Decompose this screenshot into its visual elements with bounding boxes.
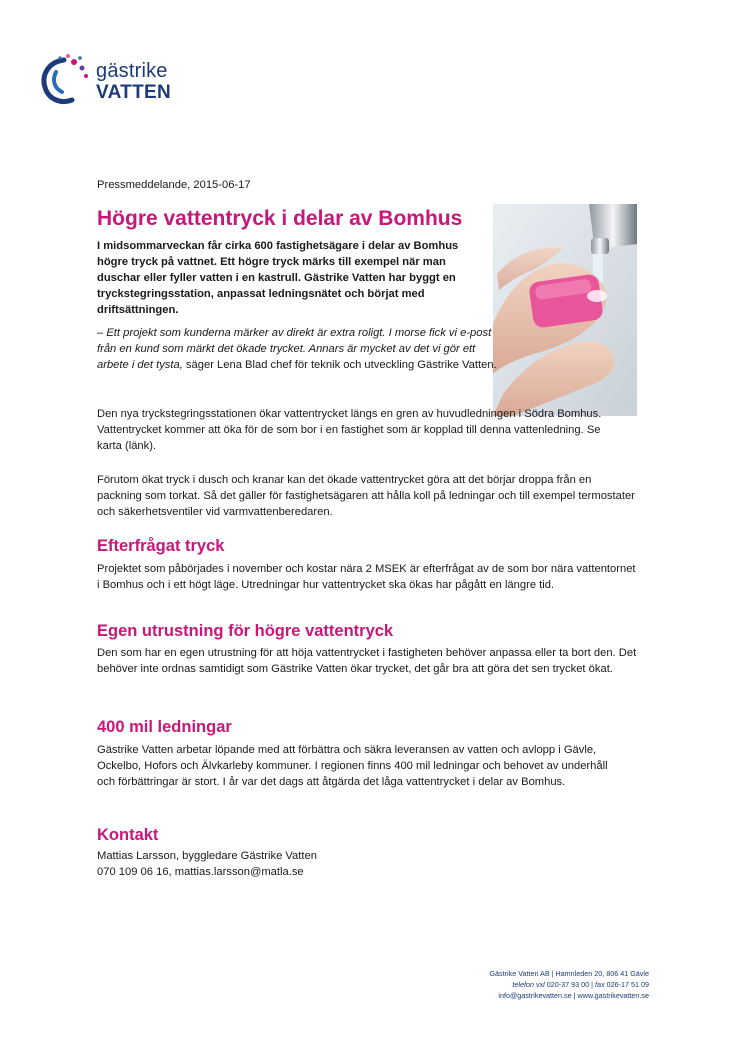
section-heading-equipment: Egen utrustning för högre vattentryck xyxy=(97,622,394,640)
footer-address: Gästrike Vatten AB | Hamnleden 20, 806 41 Gävle xyxy=(489,969,649,978)
company-footer xyxy=(489,968,649,1001)
footer-phone-fax xyxy=(489,979,649,990)
footer-phone-label: telefon vxl xyxy=(512,980,545,989)
footer-fax: 026-17 51 09 xyxy=(604,980,649,989)
section-body-demand: Projektet som påbörjades i november och kostar nära 2 MSEK är efterfrågat av de som bor nära vattentornet i Bomhus och i ett högt läge. Utredningar hur vattentrycket ska ökas har pågått en längre tid. xyxy=(97,563,636,591)
section-body-equipment: Den som har en egen utrustning för att höja vattentrycket i fastigheten behöver anpassa eller ta bort den. Det behöver inte ordnas samtidigt som Gästrike Vatten ökar trycket, det går bra att göra det sen trycket ökat. xyxy=(97,647,637,675)
lead-paragraph: I midsommarveckan får cirka 600 fastighetsägare i delar av Bomhus högre tryck på vattnet. Ett högre tryck märks till exempel när man duschar eller fyller vatten i en kastrull. Gästrike Vatten har byggt en tryckstegringsstation, anpassat ledningsnätet och börjat med driftsättningen. xyxy=(97,240,459,316)
water-splash-logo-icon xyxy=(34,52,94,108)
section-heading-demand: Efterfrågat tryck xyxy=(97,537,225,555)
section-heading-contact: Kontakt xyxy=(97,826,159,844)
press-release-date: Pressmeddelande, 2015-06-17 xyxy=(97,179,251,191)
quote-attribution: säger Lena Blad chef för teknik och utveckling Gästrike Vatten. xyxy=(182,359,497,371)
section-body-pipes: Gästrike Vatten arbetar löpande med att förbättra och säkra leveransen av vatten och avlopp i Gävle, Ockelbo, Hofors och Älvkarleby kommuner. I regionen finns 400 mil ledningar och behovet av underhåll och förbättringar är stort. I år var det dags att åtgärda det låga vattentrycket i delar av Bomhus. xyxy=(97,744,608,788)
logo-wordmark-bottom: VATTEN xyxy=(96,82,171,103)
paragraph-station: Den nya tryckstegringsstationen ökar vattentrycket längs en gren av huvudledningen i Södra Bomhus. Vattentrycket kommer att öka för de som bor i en fastighet som är kopplad till denna vattenledning. Se karta (länk). xyxy=(97,408,602,452)
quote-italic: – Ett projekt som kunderna märker av direkt är extra roligt. I morse fick vi e-post från en kund som märkt det ökade trycket. Annars är mycket av det vi gör ett arbete i det tysta, xyxy=(97,327,492,371)
paragraph-drip: Förutom ökat tryck i dusch och kranar kan det ökade vattentrycket göra att det börjar droppa från en packning som torkat. Så det gäller för fastighetsägaren att hålla koll på ledningar och till exempel termostater och säkerhetsventiler vid varmvattenberedaren. xyxy=(97,474,635,518)
logo-wordmark-top: gästrike xyxy=(96,60,168,82)
footer-phone: 020-37 93 00 | xyxy=(544,980,596,989)
section-heading-pipes: 400 mil ledningar xyxy=(97,718,232,736)
contact-block xyxy=(97,848,497,880)
footer-web-links[interactable]: info@gastrikevatten.se | www.gastrikevatten.se xyxy=(498,991,649,1000)
contact-name: Mattias Larsson, byggledare Gästrike Vatten xyxy=(97,850,317,862)
contact-details[interactable]: 070 109 06 16, mattias.larsson@matla.se xyxy=(97,866,304,878)
quote-paragraph xyxy=(97,325,497,373)
gastrike-vatten-logo xyxy=(34,52,194,108)
footer-fax-label: fax xyxy=(595,980,605,989)
hands-washing-photo xyxy=(493,204,637,416)
headline: Högre vattentryck i delar av Bomhus xyxy=(97,207,463,230)
